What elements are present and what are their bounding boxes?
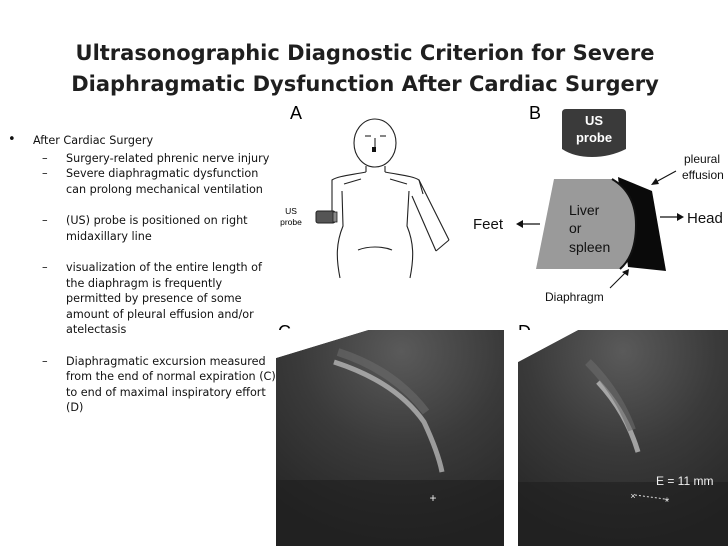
- measurement-label: E = 11 mm: [656, 474, 714, 488]
- slide-title: [40, 38, 690, 100]
- liver-spleen-shape: [536, 179, 636, 269]
- probe-icon: [316, 211, 335, 223]
- dash-icon: –: [42, 167, 48, 180]
- panel-a-letter: A: [290, 103, 303, 123]
- star-marker-icon: *: [664, 495, 670, 509]
- arrow-right-icon: [677, 213, 684, 221]
- ultrasound-image-c: [276, 322, 504, 546]
- dash-icon: –: [42, 151, 48, 165]
- title-line-1: Ultrasonographic Diagnostic Criterion for Severe: [75, 41, 655, 65]
- sub-bullet-list: [8, 151, 280, 416]
- us-probe-label-1: US: [584, 113, 604, 128]
- us-probe-label-2: probe: [575, 130, 613, 145]
- panel-a-probe-label-1: US: [285, 206, 297, 216]
- title-line-2: Diaphragmatic Dysfunction After Cardiac Surgery: [71, 72, 659, 96]
- plus-marker-icon: +: [429, 491, 437, 505]
- sub-bullet: [40, 166, 280, 197]
- sub-bullet-text: Severe diaphragmatic dysfunction can prolong mechanical ventilation: [66, 167, 263, 196]
- sub-bullet: [40, 213, 280, 244]
- panel-a-body-diagram: [276, 118, 476, 290]
- sub-bullet-text: Surgery-related phrenic nerve injury: [66, 151, 270, 165]
- arrow-left-icon: [516, 220, 523, 228]
- organ-label-1: Liver: [569, 202, 600, 218]
- ultrasound-image-d: [518, 322, 728, 546]
- main-bullet-text: After Cardiac Surgery: [33, 134, 154, 147]
- x-marker-icon: ×: [630, 491, 636, 501]
- sub-bullet: [40, 354, 280, 416]
- panel-b-schematic: [470, 105, 728, 305]
- effusion-label-2: effusion: [682, 168, 724, 182]
- sub-bullet-text: (US) probe is positioned on right midaxillary line: [66, 214, 248, 243]
- sub-bullet: [40, 260, 280, 338]
- bullet-list: [8, 133, 280, 416]
- sub-bullet-text: Diaphragmatic excursion measured from the end of normal expiration (C) to end of maximal inspiratory effort (D): [66, 354, 276, 414]
- head-label: Head: [687, 210, 723, 227]
- diaphragm-label: Diaphragm: [545, 290, 604, 304]
- dash-icon: –: [42, 261, 48, 274]
- dash-icon: –: [42, 214, 48, 227]
- feet-label: Feet: [473, 216, 504, 233]
- organ-label-2: or: [569, 220, 582, 236]
- dash-icon: –: [42, 354, 48, 368]
- effusion-label-1: pleural: [684, 152, 721, 166]
- organ-label-3: spleen: [569, 239, 611, 255]
- sub-bullet: [40, 151, 280, 167]
- bullet-dot-icon: •: [8, 132, 16, 147]
- panel-b-letter: B: [529, 103, 542, 123]
- main-bullet: [8, 133, 280, 149]
- panel-a-probe-label-2: probe: [280, 217, 302, 227]
- sub-bullet-text: visualization of the entire length of the diaphragm is frequently permitted by presence of some amount of pleural effusion and/or atelectasis: [66, 261, 262, 336]
